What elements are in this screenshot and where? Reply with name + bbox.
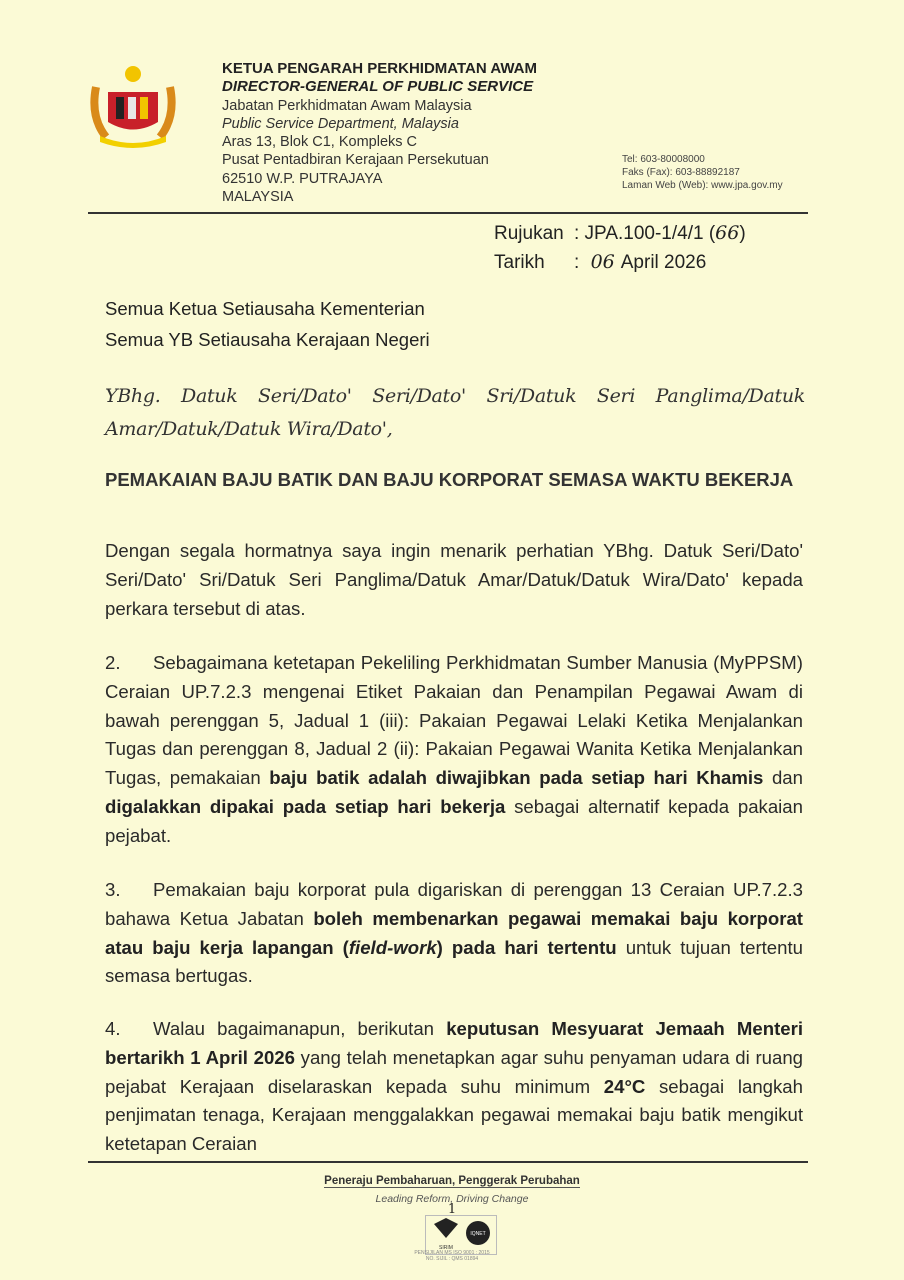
cert-line: NO. SIJIL : QMS 01894 — [425, 1256, 479, 1262]
body-text: dan — [763, 767, 803, 789]
paragraph-3 — [105, 876, 803, 991]
emphasis-text: keputusan Mesyuarat Jemaah Menteri bertarikh 1 April 2026 — [105, 1018, 804, 1068]
reference-close: ) — [739, 223, 746, 244]
body-text: Dengan segala hormatnya saya ingin menarik perhatian YBhg. Datuk Seri/Dato' Seri/Dato' Sri/Datuk Seri Panglima/Datuk Amar/Datuk/Datuk Wira/Dato' kepada perkara tersebut di atas. — [105, 540, 803, 619]
reference-label: Rujukan — [494, 223, 564, 244]
reference-block — [494, 219, 746, 277]
reference-handwritten: 66 — [715, 222, 740, 244]
footer-motto-text: Peneraju Pembaharuan, Penggerak Perubahan — [324, 1175, 580, 1187]
salutation-line: YBhg. Datuk Seri/Dato' Seri/Dato' Sri/Datuk Seri Panglima/Datuk — [105, 385, 805, 407]
body-text: sebagai langkah penjimatan tenaga, Kerajaan menggalakkan pegawai memakai baju batik mengikut ketetapan Ceraian — [105, 1075, 803, 1155]
department-name: Jabatan Perkhidmatan Awam Malaysia — [222, 97, 472, 114]
body-text: Walau bagaimanapun, berikutan — [153, 1018, 447, 1039]
paragraph-number: 4. — [105, 1018, 121, 1039]
body-text: yang telah menetapkan agar suhu penyaman udara di ruang pejabat Kerajaan diselaraskan kepada suhu minimum — [105, 1046, 804, 1097]
body-text: Sebagaimana ketetapan Pekeliling Perkhidmatan Sumber Manusia (MyPPSM) Ceraian UP.7.2.3 mengenai Etiket Pakaian dan Penampilan Pegawai Awam di bawah perenggan 5, Jadual 1 (iii): Pakaian Pegawai Lelaki Ketika Menjalankan Tugas dan perenggan 8, Jadual 2 (ii): Pakaian Pegawai Wanita Ketika Menjalankan Tugas, pemakaian — [105, 652, 803, 789]
emphasis-text: ) pada hari tertentu — [436, 936, 617, 958]
footer-motto-en: Leading Reform, Driving Change — [375, 1193, 529, 1205]
iqnet-text: IQNET — [470, 1231, 486, 1237]
footer-divider — [88, 1161, 808, 1163]
fax: Faks (Fax): 603-88892187 — [622, 167, 740, 178]
paragraph-2 — [105, 649, 803, 851]
sirim-text: SIRIM — [439, 1245, 453, 1251]
recipient: Semua Ketua Setiausaha Kementerian — [105, 298, 425, 319]
contact-info — [622, 153, 783, 192]
date-colon: : — [574, 252, 580, 273]
paragraph-number: 3. — [105, 879, 121, 900]
malaysia-coat-of-arms-logo — [88, 62, 178, 152]
cert-line: PENSIJILAN MS ISO 9001 : 2015 — [414, 1250, 490, 1256]
letterhead-title-en: DIRECTOR-GENERAL OF PUBLIC SERVICE — [222, 78, 534, 96]
page-number: 1 — [447, 1202, 457, 1217]
emphasis-text: baju batik adalah diwajibkan pada setiap hari Khamis — [269, 767, 764, 789]
letter-subject: PEMAKAIAN BAJU BATIK DAN BAJU KORPORAT SEMASA WAKTU BEKERJA — [105, 469, 794, 490]
body-text: sebagai alternatif kepada pakaian pejabat. — [105, 795, 803, 846]
address-line: Aras 13, Blok C1, Kompleks C — [222, 134, 418, 151]
paragraph-4 — [105, 1015, 803, 1159]
emphasis-text: field-work — [348, 936, 437, 958]
footer-motto — [0, 1175, 904, 1187]
website: Laman Web (Web): www.jpa.gov.my — [622, 180, 783, 191]
header-divider — [88, 212, 808, 214]
address-line: 62510 W.P. PUTRAJAYA — [222, 170, 383, 187]
body-text: untuk tujuan tertentu semasa bertugas. — [105, 936, 803, 987]
salutation-line: Amar/Datuk/Datuk Wira/Dato', — [105, 418, 393, 440]
paragraph-number: 2. — [105, 652, 121, 673]
body-text: Pemakaian baju korporat pula digariskan di perenggan 13 Ceraian UP.7.2.3 bahawa Ketua Jabatan — [105, 879, 803, 929]
certification-text — [0, 1250, 904, 1262]
emphasis-text: digalakkan dipakai pada setiap hari bekerja — [105, 795, 506, 817]
address-line: MALAYSIA — [222, 189, 294, 206]
letterhead — [222, 60, 537, 206]
paragraph-1 — [105, 537, 803, 623]
salutation — [105, 380, 805, 446]
address-line: Pusat Pentadbiran Kerajaan Persekutuan — [222, 152, 489, 169]
date-value: April 2026 — [620, 252, 707, 273]
department-name-en: Public Service Department, Malaysia — [222, 115, 459, 132]
recipients — [105, 293, 430, 355]
telephone: Tel: 603-80008000 — [622, 154, 705, 165]
recipient: Semua YB Setiausaha Kerajaan Negeri — [105, 329, 430, 350]
letterhead-title: KETUA PENGARAH PERKHIDMATAN AWAM — [222, 60, 537, 77]
date-label: Tarikh — [494, 252, 545, 273]
emphasis-text: 24°C — [603, 1075, 646, 1097]
emphasis-text: boleh membenarkan pegawai memakai baju korporat atau baju kerja lapangan ( — [105, 907, 803, 958]
reference-number: : JPA.100-1/4/1 ( — [574, 223, 716, 244]
date-handwritten-day: 06 — [590, 251, 615, 273]
certification-logos — [425, 1215, 497, 1255]
